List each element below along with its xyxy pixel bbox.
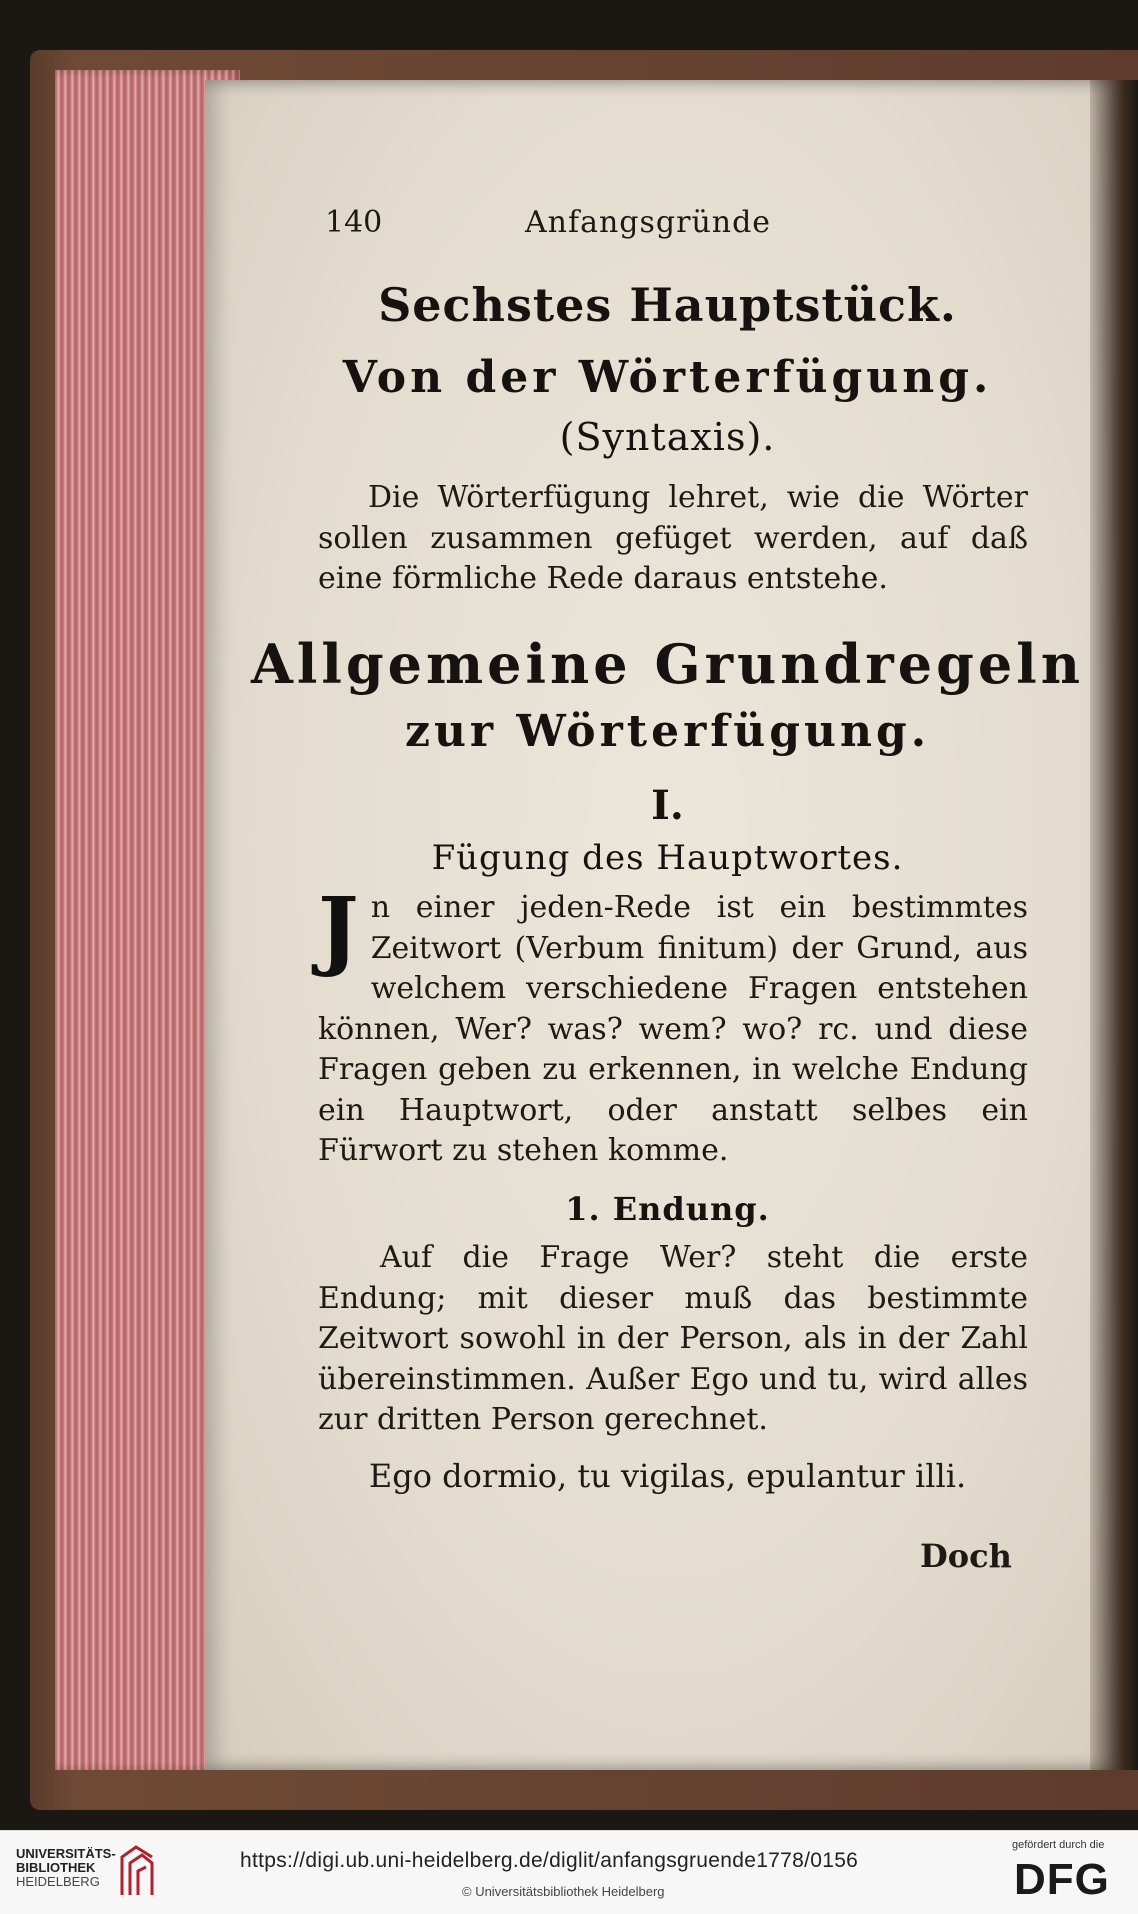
permalink-url[interactable]: https://digi.ub.uni-heidelberg.de/diglit/anfangsgruende1778/0156	[240, 1849, 859, 1872]
main-paragraph-text: n einer jeden-Rede ist ein bestimmtes Zeitwort (Verbum finitum) der Grund, aus welchem verschiedene Fragen entstehen können, Wer? was? wem? wo? rc. und diese Fragen geben zu erkennen, in welche Endung ein Hauptwort, oder anstatt selbes ein Fürwort zu stehen komme.	[318, 890, 1028, 1168]
running-header	[325, 205, 1035, 245]
dfg-logo: DFG	[1014, 1855, 1110, 1904]
logo-line-2: BIBLIOTHEK	[16, 1860, 96, 1875]
catchword: Doch	[920, 1537, 1012, 1575]
library-logo-text	[16, 1847, 116, 1889]
logo-line-1: UNIVERSITÄTS-	[16, 1846, 116, 1861]
ending-paragraph: Auf die Frage Wer? steht die erste Endung; mit dieser muß das bestimmte Zeitwort sowohl in der Person, als in der Zahl übereinstimmen. Außer Ego und tu, wird alles zur dritten Person gerechnet.	[318, 1240, 1028, 1437]
intro-paragraph: Die Wörterfügung lehret, wie die Wörter sollen zusammen gefüget werden, auf daß eine förmliche Rede daraus entstehe.	[318, 480, 1028, 596]
chapter-latin: (Syntaxis).	[559, 415, 776, 459]
running-title: Anfangsgründe	[525, 205, 772, 240]
spine-shadow	[1090, 80, 1138, 1770]
section-title: Fügung des Hauptwortes.	[431, 838, 904, 878]
drop-cap: J	[318, 879, 359, 980]
logo-line-3: HEIDELBERG	[16, 1874, 100, 1889]
general-rules-subtitle: zur Wörterfügung.	[404, 706, 931, 757]
main-paragraph	[318, 879, 1028, 1172]
funding-label: gefördert durch die	[1012, 1839, 1105, 1851]
chapter-title: Sechstes Hauptstück.	[378, 278, 957, 332]
ending-title: 1. Endung.	[565, 1190, 770, 1228]
general-rules-title: Allgemeine Grundregeln	[250, 632, 1084, 696]
page-number: 140	[325, 205, 383, 240]
copyright-notice: © Universitätsbibliothek Heidelberg	[462, 1884, 665, 1899]
chapter-subtitle: Von der Wörterfügung.	[342, 352, 993, 403]
latin-example: Ego dormio, tu vigilas, epulantur illi.	[368, 1457, 967, 1495]
section-number: I.	[651, 782, 684, 829]
viewer-footer	[0, 1830, 1138, 1914]
library-logo-icon	[116, 1843, 158, 1899]
